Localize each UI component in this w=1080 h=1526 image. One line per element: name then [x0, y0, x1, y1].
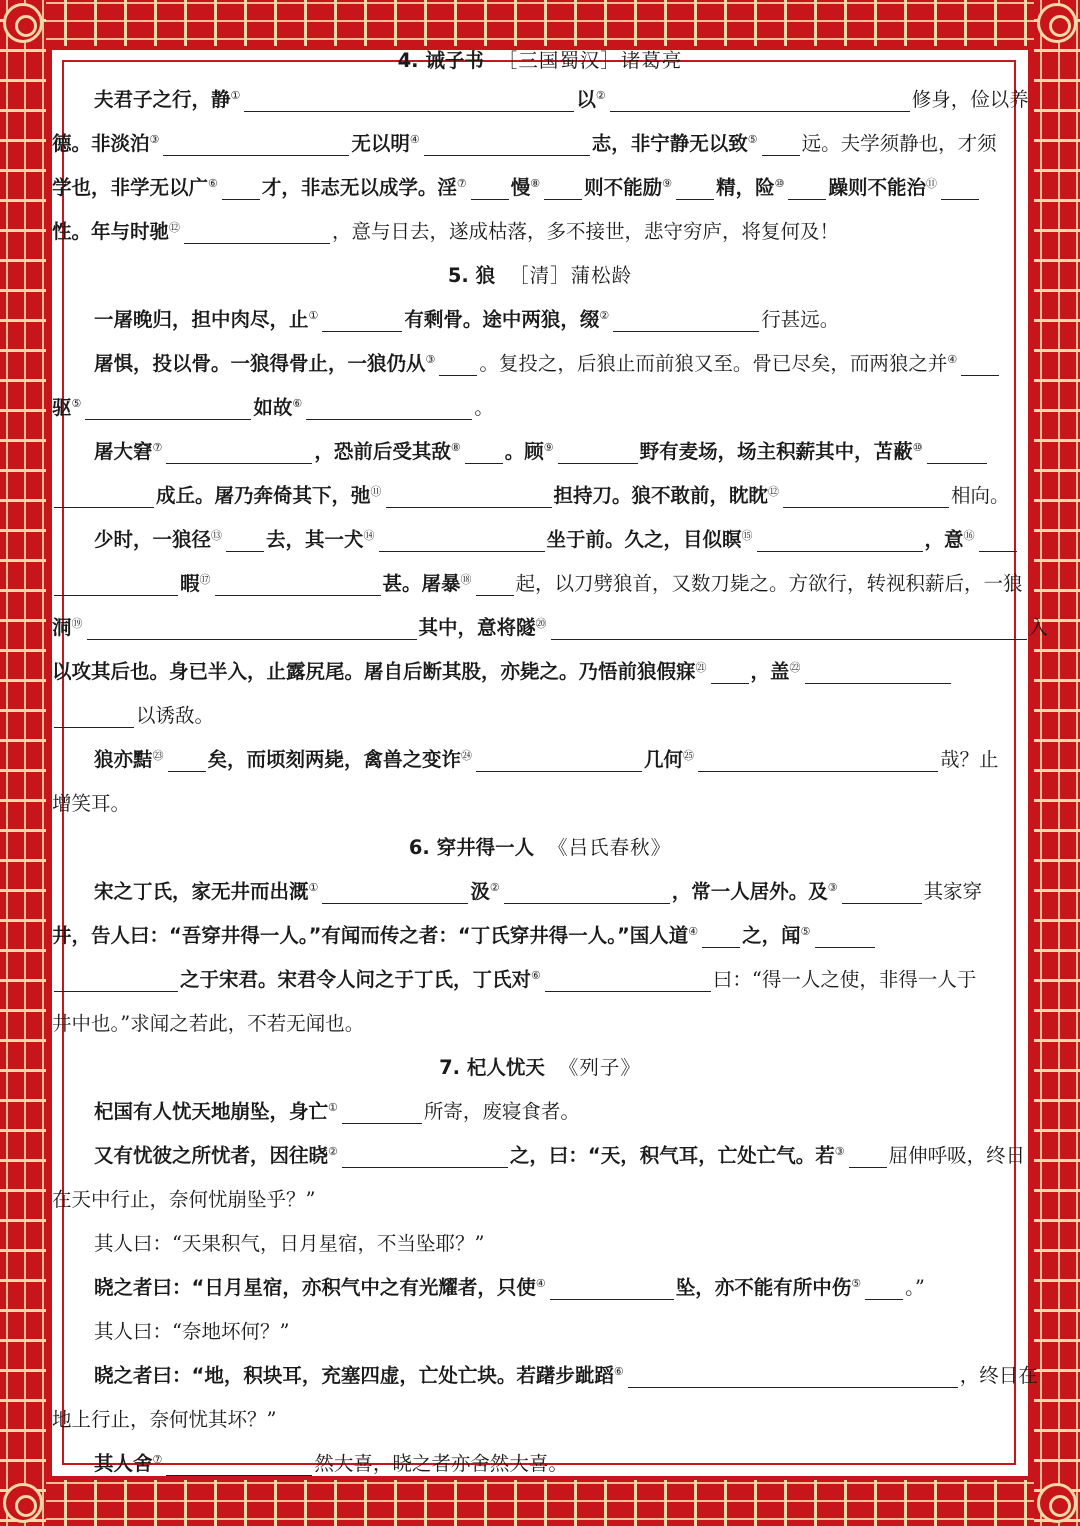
- answer-blank[interactable]: [226, 525, 264, 552]
- answer-blank[interactable]: [550, 1273, 674, 1300]
- answer-blank[interactable]: [306, 393, 472, 420]
- answer-blank[interactable]: [788, 173, 826, 200]
- answer-blank[interactable]: [85, 393, 251, 420]
- text-line: 以攻其后也。身已半入，止露尻尾。屠自后断其股，亦毙之。乃悟前狼假寐$^㉑$ ，盖$^㉒$: [52, 650, 1028, 694]
- answer-blank[interactable]: [465, 437, 503, 464]
- answer-blank[interactable]: [849, 1141, 887, 1168]
- text-line: 井中也。”求闻之若此，不若无闻也。: [52, 1012, 365, 1035]
- answer-blank[interactable]: [702, 921, 740, 948]
- text-line: 之于宋君。宋君令人问之于丁氏，丁氏对⑥ 曰：“得一人之使，非得一人于: [52, 958, 1028, 1002]
- corner-ornament-icon: [3, 3, 43, 43]
- text-line: 屠惧，投以骨。一狼得骨止，一狼仍从③ 。复投之，后狼止而前狼又至。骨已尽矣，而两狼之并④: [52, 342, 1028, 386]
- answer-blank[interactable]: [386, 481, 552, 508]
- answer-blank[interactable]: [698, 745, 938, 772]
- text-line: 其人曰：“奈地坏何？”: [94, 1320, 290, 1343]
- text-line: 一屠晚归，担中肉尽，止① 有剩骨。途中两狼，缀② 行甚远。: [52, 298, 1028, 342]
- answer-blank[interactable]: [805, 657, 951, 684]
- answer-blank[interactable]: [941, 173, 979, 200]
- answer-blank[interactable]: [476, 745, 642, 772]
- answer-blank[interactable]: [676, 173, 714, 200]
- answer-blank[interactable]: [54, 965, 178, 992]
- answer-blank[interactable]: [168, 745, 206, 772]
- answer-blank[interactable]: [979, 525, 1017, 552]
- text-line: 在天中行止，奈何忧崩坠乎？”: [52, 1188, 316, 1211]
- text-line: 井，告人曰：“吾穿井得一人。”有闻而传之者：“丁氏穿井得一人。”国人道④ 之，闻⑤: [52, 914, 1028, 958]
- answer-blank[interactable]: [558, 437, 638, 464]
- answer-blank[interactable]: [613, 305, 759, 332]
- text-line: 德。非淡泊③ 无以明④ 志，非宁静无以致⑤ 远。夫学须静也，才须: [52, 122, 1028, 166]
- text-line: 其人舍⑦ 然大喜，晓之者亦舍然大喜。: [52, 1442, 1028, 1486]
- answer-blank[interactable]: [379, 525, 545, 552]
- text-line: 狼亦黠$^㉓$ 矣，而顷刻两毙，禽兽之变诈$^㉔$ 几何$^㉕$ 哉？止: [52, 738, 1028, 782]
- section-title-qirenyoutian: 7. 杞人忧天 《列子》: [439, 1056, 641, 1079]
- answer-blank[interactable]: [439, 349, 477, 376]
- answer-blank[interactable]: [961, 349, 999, 376]
- worksheet-content: [52, 49, 1049, 1486]
- answer-blank[interactable]: [783, 481, 949, 508]
- answer-blank[interactable]: [54, 481, 154, 508]
- answer-blank[interactable]: [87, 613, 417, 640]
- text-line: 增笑耳。: [52, 792, 131, 815]
- answer-blank[interactable]: [222, 173, 260, 200]
- text-line: 晓之者曰：“日月星宿，亦积气中之有光耀者，只使④ 坠，亦不能有所中伤⑤ 。”: [52, 1266, 1028, 1310]
- answer-blank[interactable]: [711, 657, 749, 684]
- answer-blank[interactable]: [322, 877, 468, 904]
- answer-blank[interactable]: [544, 173, 582, 200]
- text-line: 以诱敌。: [52, 694, 1028, 738]
- answer-blank[interactable]: [545, 965, 711, 992]
- text-line: 洞⑲ 其中，意将隧⑳ 入: [52, 606, 1028, 650]
- text-line: 少时，一狼径⑬ 去，其一犬⑭ 坐于前。久之，目似瞑⑮ ，意⑯: [52, 518, 1028, 562]
- text-line: 又有忧彼之所忧者，因往晓② 之，曰：“天，积气耳，亡处亡气。若③ 屈伸呼吸，终日: [52, 1134, 1028, 1178]
- answer-blank[interactable]: [166, 1449, 312, 1476]
- answer-blank[interactable]: [424, 129, 590, 156]
- answer-blank[interactable]: [865, 1273, 903, 1300]
- worksheet-page: [52, 49, 1049, 1476]
- answer-blank[interactable]: [504, 877, 670, 904]
- answer-blank[interactable]: [342, 1097, 422, 1124]
- section-title-lang: 5. 狼 ［清］蒲松龄: [447, 264, 633, 287]
- text-line: 暇⑰ 甚。屠暴⑱ 起，以刀劈狼首，又数刀毙之。方欲行，转视积薪后，一狼: [52, 562, 1028, 606]
- answer-blank[interactable]: [54, 701, 134, 728]
- answer-blank[interactable]: [471, 173, 509, 200]
- text-line: 屠大窘⑦ ，恐前后受其敌⑧ 。顾⑨ 野有麦场，场主积薪其中，苫蔽⑩: [52, 430, 1028, 474]
- section-title-jiezishu: 4. 诫子书 ［三国蜀汉］诸葛亮: [397, 49, 683, 72]
- answer-blank[interactable]: [757, 525, 923, 552]
- section-title-chuanjing: 6. 穿井得一人 《吕氏春秋》: [408, 836, 672, 859]
- corner-ornament-icon: [3, 1483, 43, 1523]
- text-line: 成丘。屠乃奔倚其下，弛⑪ 担持刀。狼不敢前，眈眈⑫ 相向。: [52, 474, 1028, 518]
- answer-blank[interactable]: [476, 569, 514, 596]
- answer-blank[interactable]: [610, 85, 910, 112]
- answer-blank[interactable]: [815, 921, 875, 948]
- answer-blank[interactable]: [166, 437, 312, 464]
- answer-blank[interactable]: [628, 1361, 958, 1388]
- answer-blank[interactable]: [54, 569, 178, 596]
- text-line: 杞国有人忧天地崩坠，身亡① 所寄，废寝食者。: [52, 1090, 1028, 1134]
- corner-ornament-icon: [1037, 3, 1077, 43]
- border-pattern-top: [0, 0, 1080, 46]
- answer-blank[interactable]: [551, 613, 1027, 640]
- text-line: 学也，非学无以广⑥ 才，非志无以成学。淫⑦ 慢⑧ 则不能励⑨ 精，险⑩ 躁则不能治⑪: [52, 166, 1028, 210]
- corner-ornament-icon: [1037, 1483, 1077, 1523]
- text-line: 宋之丁氏，家无井而出溉① 汲② ，常一人居外。及③ 其家穿: [52, 870, 1028, 914]
- answer-blank[interactable]: [342, 1141, 508, 1168]
- answer-blank[interactable]: [163, 129, 349, 156]
- text-line: 晓之者曰：“地，积块耳，充塞四虚，亡处亡块。若躇步跐蹈⑥ ，终日在: [52, 1354, 1028, 1398]
- answer-blank[interactable]: [762, 129, 800, 156]
- answer-blank[interactable]: [184, 217, 330, 244]
- text-line: 其人曰：“天果积气，日月星宿，不当坠耶？”: [94, 1232, 485, 1255]
- text-line: 驱⑤ 如故⑥ 。: [52, 386, 1028, 430]
- text-line: 夫君子之行，静① 以② 修身，俭以养: [52, 78, 1028, 122]
- answer-blank[interactable]: [215, 569, 381, 596]
- border-pattern-bottom: [0, 1480, 1080, 1526]
- answer-blank[interactable]: [927, 437, 987, 464]
- border-pattern-right: [1034, 0, 1080, 1526]
- text-line: 地上行止，奈何忧其坏？”: [52, 1408, 277, 1431]
- text-line: 性。年与时驰⑫ ，意与日去，遂成枯落，多不接世，悲守穷庐，将复何及！: [52, 210, 1028, 254]
- border-pattern-left: [0, 0, 46, 1526]
- answer-blank[interactable]: [842, 877, 922, 904]
- answer-blank[interactable]: [244, 85, 574, 112]
- answer-blank[interactable]: [322, 305, 402, 332]
